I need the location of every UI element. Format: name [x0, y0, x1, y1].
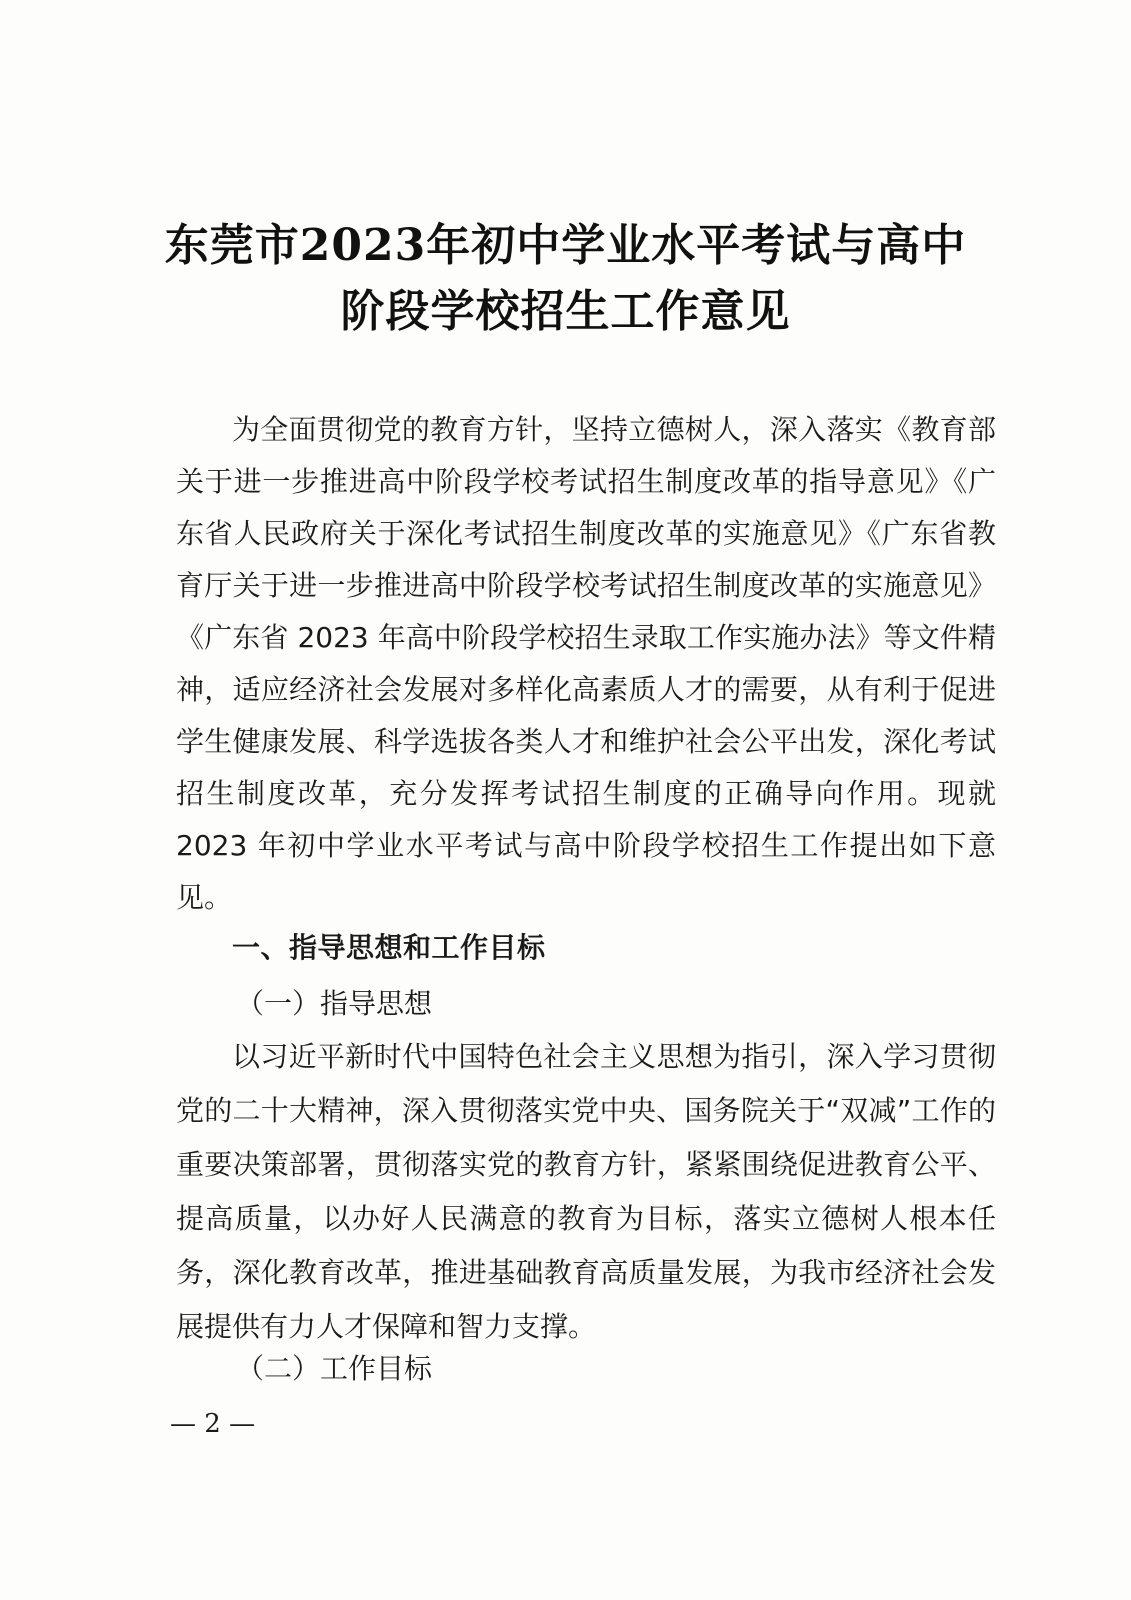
intro-paragraph: 为全面贯彻党的教育方针，坚持立德树人，深入落实《教育部关于进一步推进高中阶段学校考试招生制度改革的指导意见》《广东省人民政府关于深化考试招生制度改革的实施意见》《广东省教育厅关于进一步推进高中阶段学校考试招生制度改革的实施意见》《广东省 2023 年高中阶段学校招生录取工作实施办法》等文件精神，适应经济社会发展对多样化高素质人才的需要，从有利于促进学生健康发展、科学选拔各类人才和维护社会公平出发，深化考试招生制度改革，充分发挥考试招生制度的正确导向作用。现就 2023 年初中学业水平考试与高中阶段学校招生工作提出如下意见。 [176, 413, 996, 914]
document-title-line-2: 阶段学校招生工作意见 [340, 286, 791, 337]
guiding-ideas-paragraph: 以习近平新时代中国特色社会主义思想为指引，深入学习贯彻党的二十大精神，深入贯彻落实党中央、国务院关于“双减”工作的重要决策部署，贯彻落实党的教育方针，紧紧围绕促进教育公平、提高质量，以办好人民满意的教育为目标，落实立德树人根本任务，深化教育改革，推进基础教育高质量发展，为我市经济社会发展提供有力人才保障和智力支撑。 [176, 1040, 996, 1343]
subsection-heading-guiding-ideas: （一）指导思想 [236, 987, 433, 1020]
subsection-heading-work-goals: （二）工作目标 [236, 1352, 433, 1385]
page-number: — 2 — [170, 1409, 256, 1439]
document-title-line-1: 东莞市2023年初中学业水平考试与高中 [164, 220, 967, 271]
section-heading-guiding-ideas-and-goals: 一、指导思想和工作目标 [232, 931, 546, 964]
